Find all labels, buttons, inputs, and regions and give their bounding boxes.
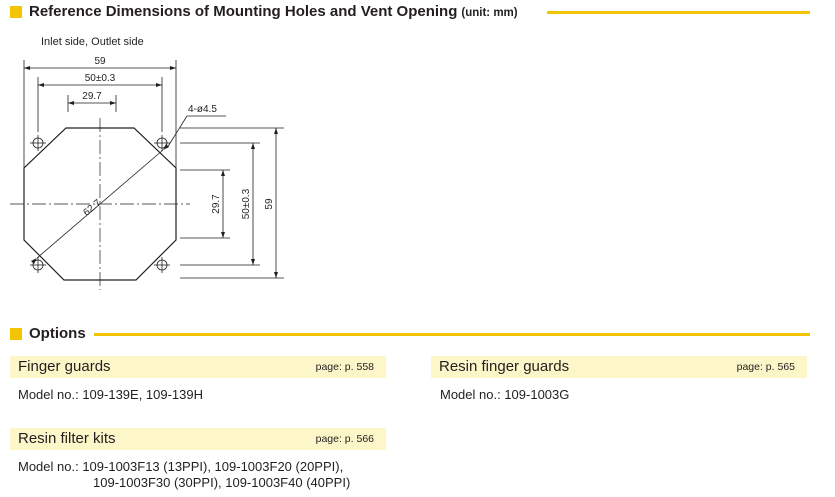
options-section-header	[10, 325, 810, 345]
dimension-lines	[24, 68, 276, 278]
dim-59-right-label: 59	[264, 198, 275, 210]
dim-50-right-label: 50±0.3	[241, 188, 252, 220]
dimensions-title-text: Reference Dimensions of Mounting Holes and Vent Opening	[29, 3, 458, 20]
dim-29-right-label: 29.7	[211, 194, 222, 214]
section-rule	[547, 11, 810, 14]
option-bar-resin-finger-guards	[431, 356, 807, 378]
extension-lines	[24, 60, 284, 278]
mounting-dimensions-drawing	[10, 32, 310, 297]
option-page-ref: page: p. 565	[736, 361, 795, 373]
option-model-numbers-continued: 109-1003F30 (30PPI), 109-1003F40 (40PPI)	[93, 475, 351, 490]
side-label: Inlet side, Outlet side	[41, 36, 144, 48]
section-rule	[94, 333, 810, 336]
option-model-numbers: Model no.: 109-1003G	[440, 387, 570, 402]
dim-holes-label: 4-ø4.5	[188, 104, 217, 115]
arrowheads	[24, 66, 278, 278]
option-page-ref: page: p. 566	[315, 433, 374, 445]
section-marker-icon	[10, 6, 22, 18]
dim-59-top-label: 59	[94, 56, 106, 67]
option-title: Resin finger guards	[439, 358, 570, 375]
section-marker-icon	[10, 328, 22, 340]
option-bar-resin-filter-kits	[10, 428, 386, 450]
dimensions-section-title	[29, 3, 518, 22]
option-title: Resin filter kits	[18, 430, 116, 447]
option-model-numbers: Model no.: 109-1003F13 (13PPI), 109-1003F20 (20PPI),	[18, 459, 344, 474]
unit-label: (unit: mm)	[461, 7, 518, 19]
dim-50-top-label: 50±0.3	[84, 73, 116, 84]
dimensions-section-header	[10, 3, 810, 23]
option-title: Finger guards	[18, 358, 111, 375]
option-model-numbers: Model no.: 109-139E, 109-139H	[18, 387, 204, 402]
dim-29-top-label: 29.7	[82, 91, 102, 102]
options-section-title: Options	[29, 325, 86, 342]
option-bar-finger-guards	[10, 356, 386, 378]
option-page-ref: page: p. 558	[315, 361, 374, 373]
dim-diag-label: 62.7	[81, 197, 104, 219]
